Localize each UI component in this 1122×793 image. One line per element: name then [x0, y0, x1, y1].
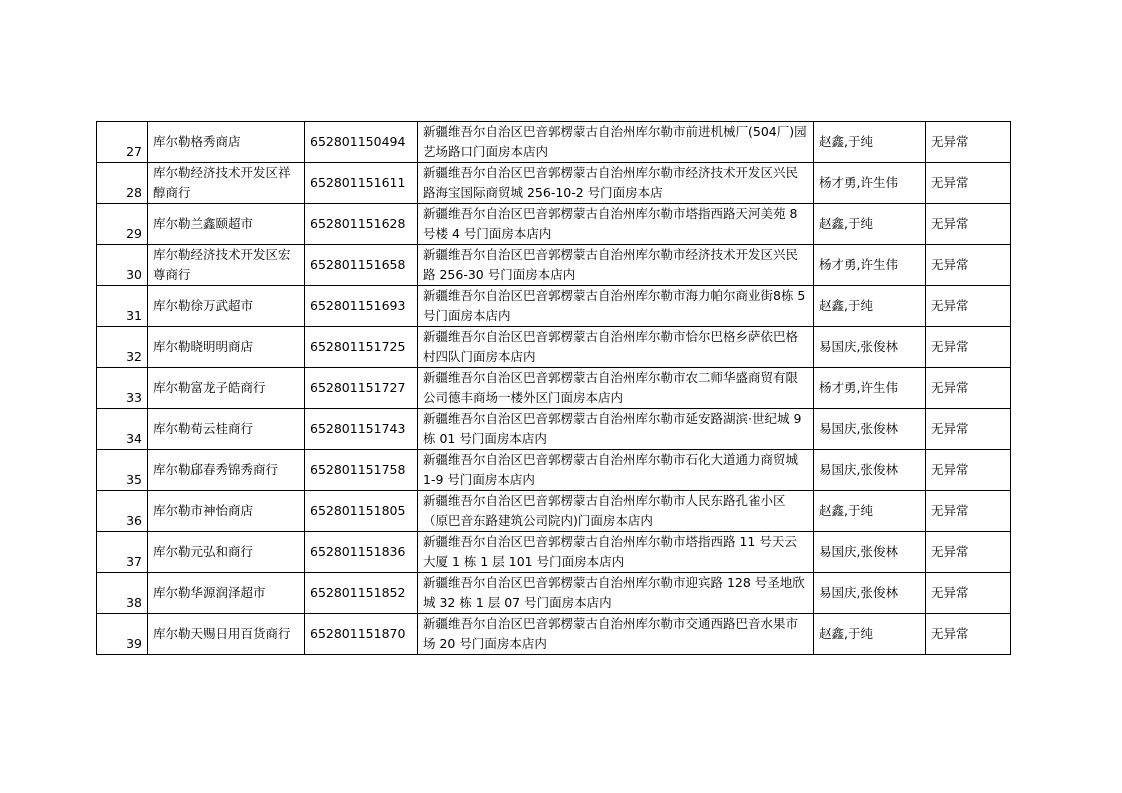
store-name: 库尔勒郈春秀锦秀商行 — [148, 450, 305, 491]
store-name: 库尔勒经济技术开发区祥醇商行 — [148, 163, 305, 204]
table-row — [97, 245, 1011, 286]
license-code: 652801150494 — [305, 122, 418, 163]
inspection-result: 无异常 — [926, 122, 1011, 163]
inspection-result: 无异常 — [926, 204, 1011, 245]
store-name: 库尔勒晓明明商店 — [148, 327, 305, 368]
row-number: 29 — [97, 204, 148, 245]
license-code: 652801151836 — [305, 532, 418, 573]
table-row — [97, 163, 1011, 204]
inspection-result: 无异常 — [926, 327, 1011, 368]
license-code: 652801151743 — [305, 409, 418, 450]
row-number: 33 — [97, 368, 148, 409]
inspection-result: 无异常 — [926, 614, 1011, 655]
store-address: 新疆维吾尔自治区巴音郭楞蒙古自治州库尔勒市迎宾路 128 号圣地欣城 32 栋 1 层 07 号门面房本店内 — [418, 573, 814, 614]
inspection-result: 无异常 — [926, 245, 1011, 286]
store-name: 库尔勒富龙子皓商行 — [148, 368, 305, 409]
store-name: 库尔勒荀云桂商行 — [148, 409, 305, 450]
inspectors: 易国庆,张俊林 — [814, 532, 926, 573]
store-address: 新疆维吾尔自治区巴音郭楞蒙古自治州库尔勒市塔指西路天河美苑 8 号楼 4 号门面房本店内 — [418, 204, 814, 245]
store-name: 库尔勒天赐日用百货商行 — [148, 614, 305, 655]
inspection-result: 无异常 — [926, 409, 1011, 450]
inspection-result: 无异常 — [926, 368, 1011, 409]
row-number: 35 — [97, 450, 148, 491]
inspection-result: 无异常 — [926, 286, 1011, 327]
inspectors: 易国庆,张俊林 — [814, 450, 926, 491]
row-number: 30 — [97, 245, 148, 286]
store-address: 新疆维吾尔自治区巴音郭楞蒙古自治州库尔勒市人民东路孔雀小区（原巴音东路建筑公司院内)门面房本店内 — [418, 491, 814, 532]
inspectors: 易国庆,张俊林 — [814, 409, 926, 450]
license-code: 652801151725 — [305, 327, 418, 368]
store-address: 新疆维吾尔自治区巴音郭楞蒙古自治州库尔勒市前进机械厂(504厂)园艺场路口门面房本店内 — [418, 122, 814, 163]
inspection-result: 无异常 — [926, 163, 1011, 204]
store-name: 库尔勒兰鑫颐超市 — [148, 204, 305, 245]
inspectors: 易国庆,张俊林 — [814, 573, 926, 614]
inspectors: 赵鑫,于纯 — [814, 614, 926, 655]
table-row — [97, 491, 1011, 532]
store-name: 库尔勒华源润泽超市 — [148, 573, 305, 614]
license-code: 652801151628 — [305, 204, 418, 245]
store-name: 库尔勒格秀商店 — [148, 122, 305, 163]
inspection-result: 无异常 — [926, 573, 1011, 614]
inspection-table — [96, 121, 1011, 655]
store-address: 新疆维吾尔自治区巴音郭楞蒙古自治州库尔勒市恰尔巴格乡萨依巴格村四队门面房本店内 — [418, 327, 814, 368]
table-row — [97, 286, 1011, 327]
store-name: 库尔勒市神怡商店 — [148, 491, 305, 532]
inspectors: 赵鑫,于纯 — [814, 491, 926, 532]
store-address: 新疆维吾尔自治区巴音郭楞蒙古自治州库尔勒市延安路湖滨·世纪城 9 栋 01 号门面房本店内 — [418, 409, 814, 450]
license-code: 652801151870 — [305, 614, 418, 655]
store-address: 新疆维吾尔自治区巴音郭楞蒙古自治州库尔勒市农二师华盛商贸有限公司德丰商场一楼外区门面房本店内 — [418, 368, 814, 409]
inspectors: 杨才勇,许生伟 — [814, 163, 926, 204]
store-name: 库尔勒徐万武超市 — [148, 286, 305, 327]
license-code: 652801151805 — [305, 491, 418, 532]
store-address: 新疆维吾尔自治区巴音郭楞蒙古自治州库尔勒市交通西路巴音水果市场 20 号门面房本店内 — [418, 614, 814, 655]
license-code: 652801151611 — [305, 163, 418, 204]
store-address: 新疆维吾尔自治区巴音郭楞蒙古自治州库尔勒市经济技术开发区兴民路 256-30 号门面房本店内 — [418, 245, 814, 286]
license-code: 652801151658 — [305, 245, 418, 286]
row-number: 38 — [97, 573, 148, 614]
table-body — [97, 122, 1011, 655]
inspectors: 赵鑫,于纯 — [814, 122, 926, 163]
table-row — [97, 573, 1011, 614]
table-row — [97, 122, 1011, 163]
store-name: 库尔勒经济技术开发区宏尊商行 — [148, 245, 305, 286]
row-number: 37 — [97, 532, 148, 573]
store-address: 新疆维吾尔自治区巴音郭楞蒙古自治州库尔勒市经济技术开发区兴民路海宝国际商贸城 256-10-2 号门面房本店 — [418, 163, 814, 204]
table-row — [97, 409, 1011, 450]
inspection-result: 无异常 — [926, 532, 1011, 573]
row-number: 28 — [97, 163, 148, 204]
license-code: 652801151852 — [305, 573, 418, 614]
store-address: 新疆维吾尔自治区巴音郭楞蒙古自治州库尔勒市塔指西路 11 号天云大厦 1 栋 1 层 101 号门面房本店内 — [418, 532, 814, 573]
inspectors: 易国庆,张俊林 — [814, 327, 926, 368]
table-row — [97, 614, 1011, 655]
inspectors: 赵鑫,于纯 — [814, 286, 926, 327]
inspection-result: 无异常 — [926, 450, 1011, 491]
table-row — [97, 327, 1011, 368]
table-row — [97, 450, 1011, 491]
row-number: 39 — [97, 614, 148, 655]
table-row — [97, 204, 1011, 245]
inspectors: 杨才勇,许生伟 — [814, 245, 926, 286]
license-code: 652801151758 — [305, 450, 418, 491]
inspection-result: 无异常 — [926, 491, 1011, 532]
license-code: 652801151727 — [305, 368, 418, 409]
store-address: 新疆维吾尔自治区巴音郭楞蒙古自治州库尔勒市石化大道通力商贸城 1-9 号门面房本店内 — [418, 450, 814, 491]
row-number: 36 — [97, 491, 148, 532]
store-address: 新疆维吾尔自治区巴音郭楞蒙古自治州库尔勒市海力帕尔商业街8栋 5 号门面房本店内 — [418, 286, 814, 327]
license-code: 652801151693 — [305, 286, 418, 327]
row-number: 27 — [97, 122, 148, 163]
store-name: 库尔勒元弘和商行 — [148, 532, 305, 573]
inspectors: 赵鑫,于纯 — [814, 204, 926, 245]
row-number: 31 — [97, 286, 148, 327]
table-row — [97, 532, 1011, 573]
table-row — [97, 368, 1011, 409]
row-number: 32 — [97, 327, 148, 368]
row-number: 34 — [97, 409, 148, 450]
inspectors: 杨才勇,许生伟 — [814, 368, 926, 409]
